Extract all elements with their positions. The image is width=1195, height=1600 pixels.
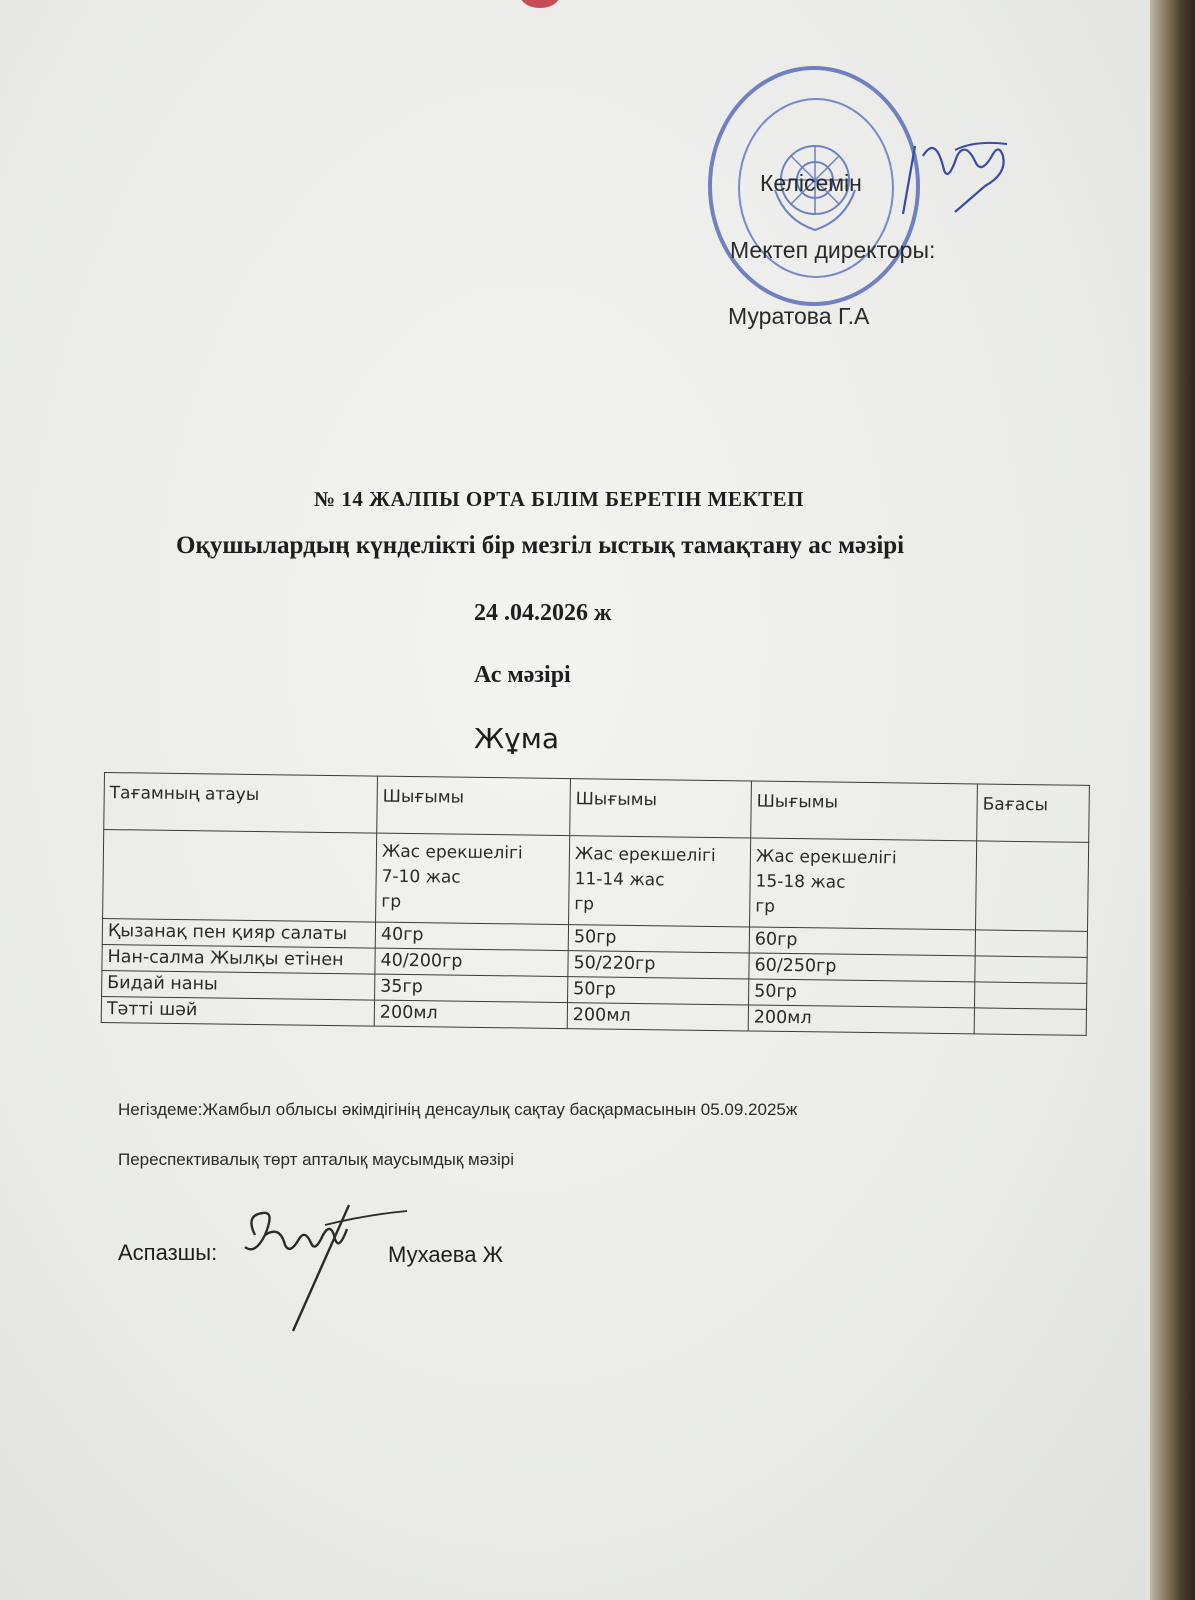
dish-name: Тәтті шәй xyxy=(101,996,374,1026)
yield-cell: 40/200гр xyxy=(375,948,568,977)
menu-table xyxy=(101,772,1090,1036)
perspective-note: Переспективалық төрт апталық маусымдық мәзірі xyxy=(118,1150,514,1169)
dish-name: Қызанақ пен қияр салаты xyxy=(102,918,375,948)
price-cell xyxy=(975,956,1087,983)
header-yield: Шығымы xyxy=(570,779,752,838)
approval-name: Муратова Г.А xyxy=(728,303,870,329)
approval-position: Мектеп директоры: xyxy=(730,237,936,263)
cook-name: Мухаева Ж xyxy=(388,1242,503,1267)
yield-cell: 200мл xyxy=(374,1000,567,1029)
yield-cell: 50/220гр xyxy=(568,951,749,979)
empty-cell xyxy=(103,830,377,923)
document-title: Оқушылардың күнделікті бір мезгіл ыстық тамақтану ас мәзірі xyxy=(176,532,905,559)
header-dish: Тағамның атауы xyxy=(104,773,378,834)
approval-agree: Келісемін xyxy=(760,170,862,196)
dish-name: Нан-салма Жылқы етінен xyxy=(102,944,375,974)
age-group-cell: Жас ерекшелігі 7-10 жас гр xyxy=(376,833,570,925)
price-cell xyxy=(974,982,1086,1009)
basis-note: Негіздеме:Жамбыл облысы әкімдігінің денсаулық сақтау басқармасынын 05.09.2025ж xyxy=(118,1100,798,1119)
background-edge xyxy=(1150,0,1195,1600)
header-yield: Шығымы xyxy=(377,776,571,836)
yield-cell: 40гр xyxy=(375,922,568,951)
header-price: Бағасы xyxy=(977,784,1090,842)
cook-label: Аспазшы: xyxy=(118,1240,218,1265)
empty-cell xyxy=(976,841,1089,931)
yield-cell: 60/250гр xyxy=(749,953,975,982)
dish-name: Бидай наны xyxy=(102,970,375,1000)
yield-cell: 50гр xyxy=(568,977,749,1005)
age-group-row xyxy=(103,830,1089,932)
yield-cell: 60гр xyxy=(749,927,975,956)
document-date: 24 .04.2026 ж xyxy=(474,600,612,626)
day-of-week: Жұма xyxy=(474,722,560,755)
price-cell xyxy=(974,1008,1086,1035)
school-name: № 14 ЖАЛПЫ ОРТА БІЛІМ БЕРЕТІН МЕКТЕП xyxy=(314,487,805,511)
yield-cell: 50гр xyxy=(749,979,975,1008)
yield-cell: 35гр xyxy=(375,974,568,1003)
yield-cell: 50гр xyxy=(568,925,749,953)
header-yield: Шығымы xyxy=(751,781,978,841)
age-group-cell: Жас ерекшелігі 15-18 жас гр xyxy=(750,838,977,930)
age-group-cell: Жас ерекшелігі 11-14 жас гр xyxy=(569,836,751,927)
director-signature xyxy=(895,126,1015,226)
menu-label: Ас мәзірі xyxy=(474,662,571,688)
yield-cell: 200мл xyxy=(748,1005,974,1034)
yield-cell: 200мл xyxy=(567,1003,748,1031)
price-cell xyxy=(975,930,1087,957)
